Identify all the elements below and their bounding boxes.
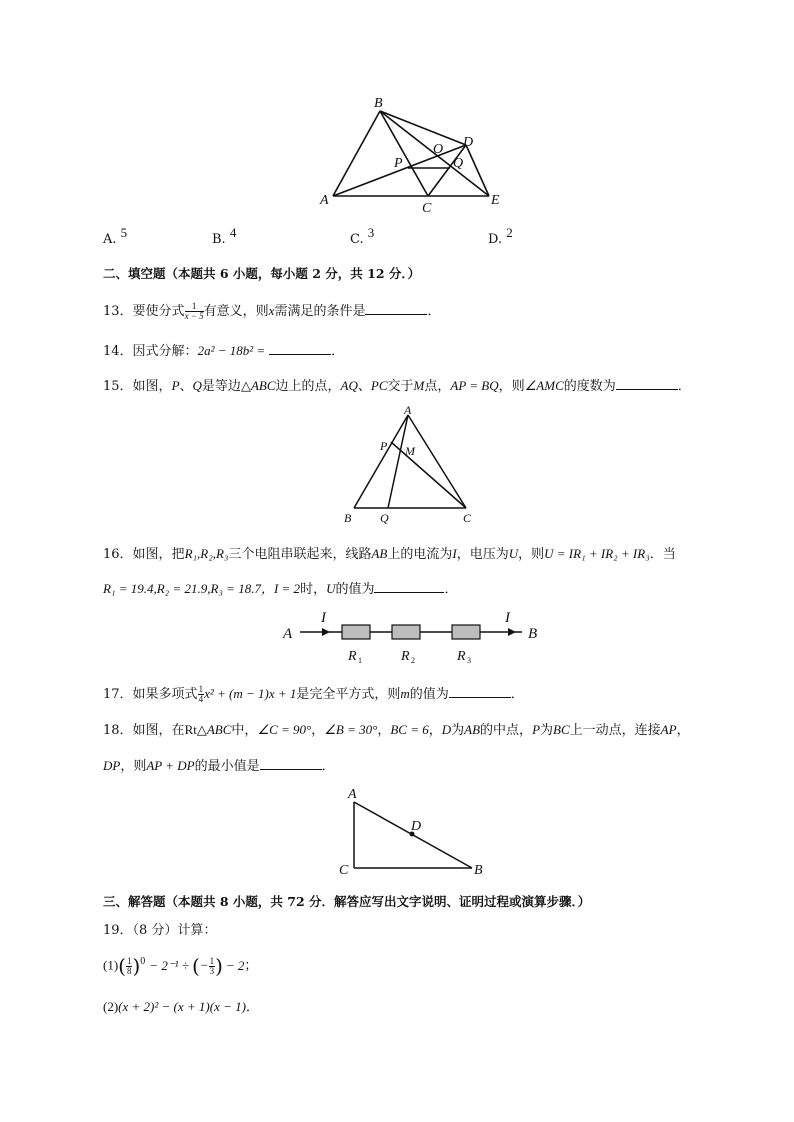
fig2-label-p: P: [380, 439, 388, 453]
q18-l2b: 的最小值是: [194, 759, 260, 774]
fig3-label-c: C: [339, 863, 349, 878]
q18-end: ．: [321, 759, 335, 774]
q15-eq: AP = BQ: [450, 378, 499, 393]
q19-part1: [103, 954, 257, 978]
fig2-label-a: A: [404, 403, 412, 417]
circuit-label-b: B: [528, 626, 538, 642]
choice-b-value: 4: [229, 225, 237, 240]
q13-text-post: 需满足的条件是: [274, 304, 366, 319]
q16-u: U: [508, 546, 519, 561]
q17-number: 17．: [103, 687, 133, 702]
q18-ab: AB: [464, 722, 481, 737]
fig2-label-b: B: [344, 511, 352, 525]
fig3-label-a: A: [348, 787, 357, 802]
circuit-label-i-right: I: [505, 610, 510, 626]
section3-heading: 三、解答题（本题共 8 小题，共 72 分．解答应写出文字说明、证明过程或演算步骤．）: [103, 894, 591, 909]
circuit-label-r3: R: [457, 649, 466, 664]
q19-part2: [103, 996, 259, 1015]
q15-t3: 交于: [387, 379, 414, 394]
q18-l1d: 的中点，: [480, 723, 533, 738]
q18-p: P: [532, 722, 541, 737]
q18-s3: ，: [428, 723, 442, 738]
q14-end: ．: [331, 344, 345, 359]
q13-frac-den: x − 5: [184, 311, 204, 321]
choice-a-value: 5: [120, 225, 128, 240]
q19-p2-expr: (x + 2)² − (x + 1)(x − 1): [118, 999, 246, 1014]
circuit-label-r3-sub: 3: [467, 656, 471, 665]
q18-number: 18．: [103, 723, 133, 738]
q18-l1b: 中，: [231, 723, 258, 738]
q16-l1-mid2: 上的电流为: [387, 547, 453, 562]
q18-l1e: 为: [540, 723, 554, 738]
q15-t2: 边上的点，: [275, 379, 341, 394]
q17-mid: 是完全平方式，则: [296, 687, 401, 702]
q18-l1: 如图，在: [132, 723, 185, 738]
circuit-label-r1: R: [348, 649, 357, 664]
q16-end: ．: [444, 582, 458, 597]
q17-m: m: [400, 686, 410, 701]
q18-dp: DP: [103, 758, 121, 773]
choice-d-letter: D.: [488, 232, 503, 247]
q19-score: （8 分）计算：: [132, 923, 217, 938]
q15-number: 15．: [103, 379, 133, 394]
q14-text-pre: 因式分解：: [132, 344, 198, 359]
q15-abc: ABC: [250, 378, 276, 393]
q16-formula: U = IR₁ + IR₂ + IR₃: [544, 546, 650, 561]
q19-p1-frac-num: 1: [126, 955, 132, 966]
q19-p1-frac-den: 8: [126, 965, 132, 976]
circuit-label-r2: R: [401, 649, 410, 664]
q19-p1-expr: − 2⁻¹ ÷: [149, 957, 189, 973]
q18-l2a: ，则: [120, 759, 147, 774]
q13-frac-num: 1: [185, 302, 204, 312]
q13-text-pre: 要使分式: [132, 304, 185, 319]
q19-p1-minus: −: [199, 957, 209, 973]
q18-abc: ABC: [206, 722, 232, 737]
q19-p1-sup: 0: [140, 956, 146, 968]
fig1-label-d: D: [463, 135, 474, 150]
q16-current: ，I = 2: [260, 581, 301, 596]
q18-c90: ∠C = 90°: [257, 722, 312, 737]
choice-d-value: 2: [506, 225, 513, 240]
q19-p1-paren-close: ): [132, 954, 141, 978]
q14-number: 14．: [103, 344, 133, 359]
circuit-label-r2-sub: 2: [411, 656, 415, 665]
q16-i: I: [452, 546, 457, 561]
fig1-label-a: A: [320, 193, 329, 208]
q16-l1-mid: 三个电阻串联起来，线路: [228, 547, 372, 562]
q18-s1: ，: [311, 723, 325, 738]
q13-number: 13．: [103, 304, 133, 319]
circuit-label-r1-sub: 1: [358, 656, 362, 665]
q13-text-mid: 有意义，则: [203, 304, 269, 319]
fig1-label-p: P: [394, 156, 403, 171]
q15-t5: ，则: [498, 379, 525, 394]
q16-values: R₁ = 19.4,R₂ = 21.9,R₃ = 18.7: [103, 581, 261, 596]
q15-t0: 如图，: [132, 379, 172, 394]
q16-l1-mid4: ，则: [518, 547, 545, 562]
fig1-label-q: Q: [453, 156, 464, 171]
q15-t4: 点，: [424, 379, 451, 394]
q19-p1-paren2-open: (: [191, 954, 200, 978]
q16-r-list: R₁,R₂,R₃: [184, 546, 229, 561]
q13-var: x: [268, 303, 275, 318]
fig3-label-d: D: [411, 819, 422, 834]
q16-number: 16．: [103, 547, 133, 562]
q15-t6: 的度数为: [563, 379, 616, 394]
fig1-label-b: B: [374, 96, 383, 111]
q16-l2-u: U: [326, 581, 336, 596]
fig2-label-c: C: [463, 511, 472, 525]
q15-q: Q: [192, 378, 202, 393]
q19-p1-neg-num: 1: [209, 955, 215, 966]
q15-sep: 、: [179, 379, 193, 394]
q14-expression: 2a² − 18b² =: [197, 343, 266, 358]
q18-d: D: [441, 722, 452, 737]
q19-p1-neg-den: 3: [209, 965, 215, 976]
q15-end: ．: [677, 379, 691, 394]
q18-bc6: BC = 6: [390, 722, 429, 737]
fig2-label-q: Q: [380, 511, 389, 525]
q16-l2-t: 时，: [300, 582, 327, 597]
q17-frac-den: 4: [198, 694, 204, 704]
q17-end: ．: [510, 687, 524, 702]
q13-end: ．: [427, 304, 441, 319]
q19-p2-end: ．: [245, 1000, 259, 1015]
q18-tri: △: [196, 723, 207, 738]
fig2-label-m: M: [405, 444, 415, 458]
q15-sep2: 、: [357, 379, 371, 394]
q19-p1-label: (1): [103, 957, 119, 973]
q16-l2-post: 的值为: [335, 582, 375, 597]
q18-b30: ∠B = 30°: [324, 722, 378, 737]
q18-apdp: AP + DP: [146, 758, 195, 773]
q18-ap: AP: [660, 722, 677, 737]
q18-s2: ，: [377, 723, 391, 738]
q16-l1-end: ．当: [649, 547, 676, 562]
circuit-label-i-left: I: [321, 610, 326, 626]
q18-l1c: 为: [451, 723, 465, 738]
q19-p1-expr2: − 2: [225, 957, 245, 973]
section2-heading: 二、填空题（本题共 6 小题，每小题 2 分，共 12 分．）: [103, 266, 421, 281]
q17-frac-num: 1: [198, 684, 204, 694]
q15-m: M: [413, 378, 425, 393]
question-19: [103, 919, 216, 938]
choice-b-letter: B.: [212, 232, 226, 247]
q18-rt: Rt: [184, 722, 197, 737]
q15-aq: AQ: [340, 378, 358, 393]
q17-pre: 如果多项式: [132, 687, 198, 702]
fig1-label-c: C: [422, 201, 432, 216]
fig3-label-b: B: [474, 863, 483, 878]
q19-p1-end: ；: [244, 958, 258, 974]
q15-t1: 是等边: [201, 379, 241, 394]
q19-number: 19．: [103, 923, 133, 938]
q17-expression: x² + (m − 1)x + 1: [204, 686, 297, 701]
q16-ab: AB: [371, 546, 388, 561]
q15-tri: △: [240, 379, 251, 394]
choice-a-letter: A.: [103, 232, 117, 247]
fig1-label-o: O: [433, 142, 444, 157]
q19-p1-paren-open: (: [118, 954, 126, 978]
choice-c-letter: C.: [350, 232, 364, 247]
q17-post: 的值为: [409, 687, 449, 702]
q19-p1-paren2-close: ): [215, 954, 223, 978]
q18-bc: BC: [553, 722, 570, 737]
q18-l1g: ，: [676, 723, 690, 738]
q19-p2-label: (2): [103, 999, 119, 1014]
circuit-label-a: A: [283, 626, 293, 642]
choice-c-value: 3: [367, 225, 375, 240]
fig1-label-e: E: [491, 193, 500, 208]
q18-l1f: 上一动点，连接: [569, 723, 661, 738]
q15-pc: PC: [370, 378, 388, 393]
q15-angle: ∠AMC: [524, 378, 564, 393]
q16-l1-mid3: ，电压为: [456, 547, 509, 562]
q16-l1-pre: 如图，把: [132, 547, 185, 562]
q15-p: P: [171, 378, 180, 393]
